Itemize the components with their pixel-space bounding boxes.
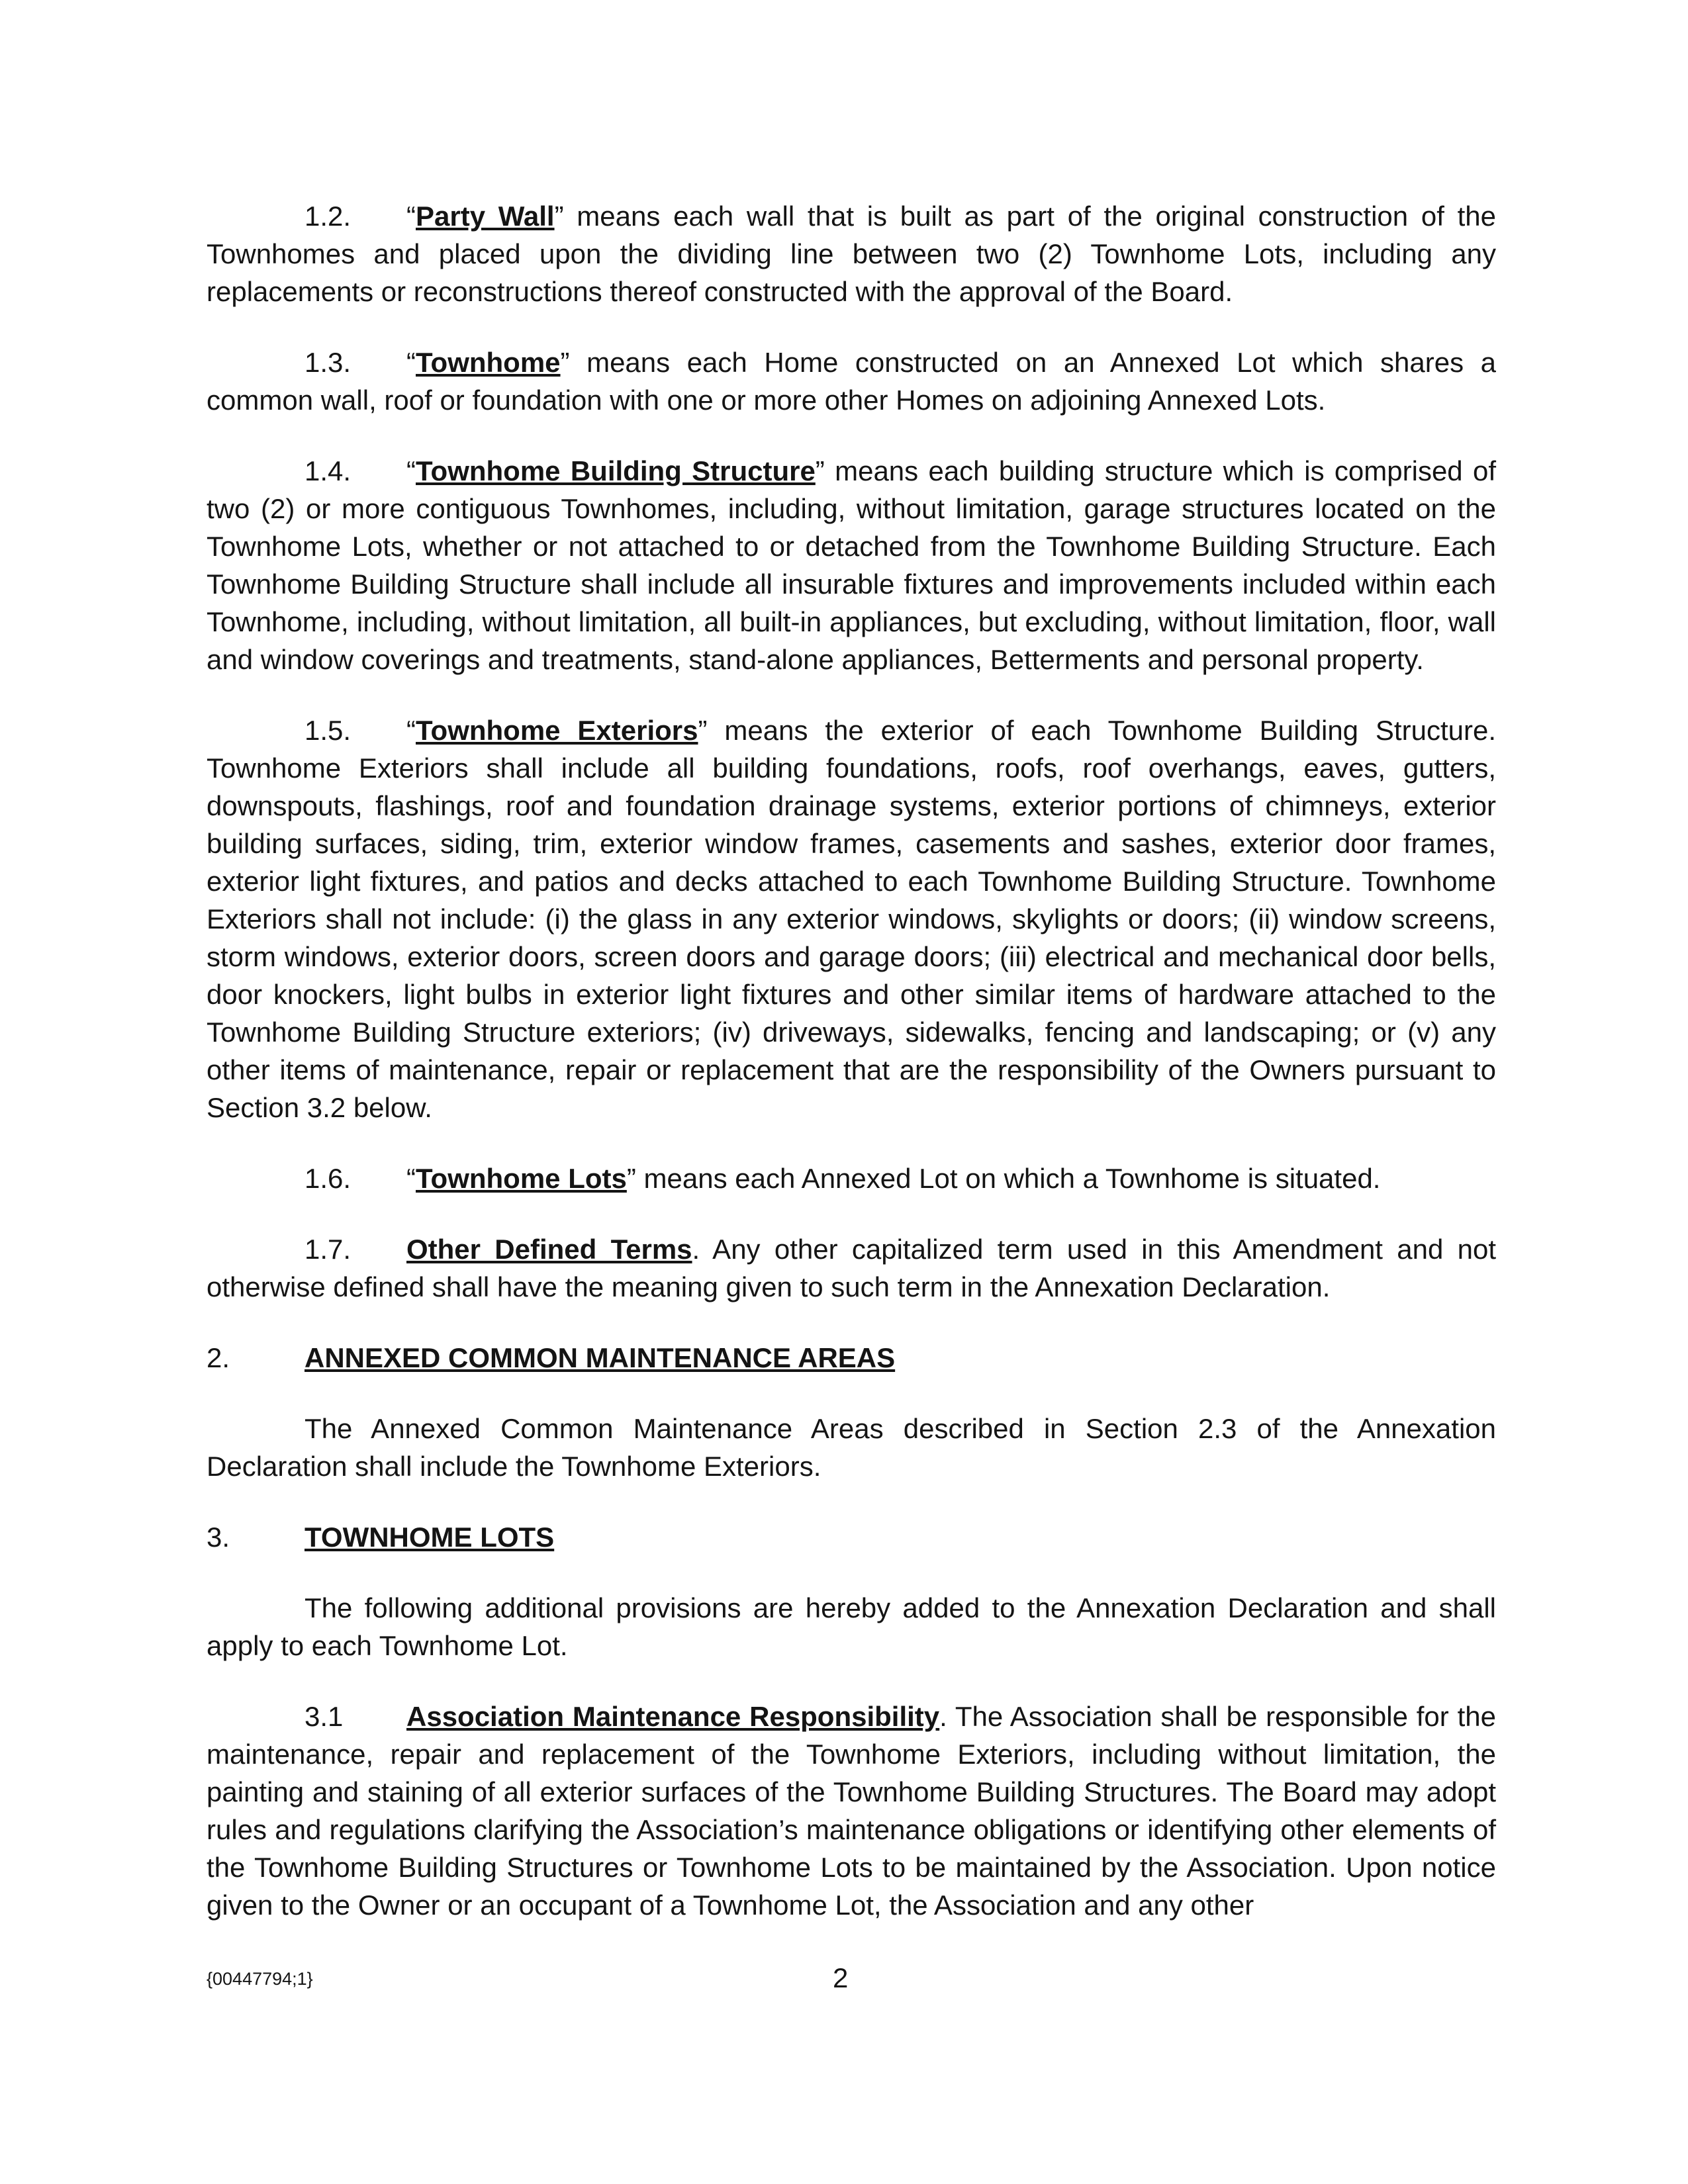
section-number: 1.2.: [305, 201, 352, 232]
open-quote: “: [406, 455, 416, 486]
article-title: ANNEXED COMMON MAINTENANCE AREAS: [305, 1342, 896, 1373]
defined-term: Townhome Building Structure: [416, 455, 816, 486]
section-1-7: [207, 1230, 1496, 1306]
open-quote: “: [406, 347, 416, 378]
defined-term: Party Wall: [416, 201, 555, 232]
section-number: 3.1: [305, 1701, 344, 1732]
section-heading: Other Defined Terms: [406, 1234, 692, 1265]
close-quote: ”: [626, 1163, 636, 1194]
close-quote: ”: [560, 347, 570, 378]
section-number: 1.5.: [305, 715, 352, 746]
defined-term: Townhome: [416, 347, 561, 378]
section-number: 1.4.: [305, 455, 352, 486]
article-number: 3.: [207, 1522, 230, 1553]
section-1-5: [207, 711, 1496, 1126]
section-text: means each Home constructed on an Annexed Lot which shares a common wall, roof or foundation with one or more other Homes on adjoining Annexed Lots.: [207, 347, 1496, 416]
section-number: 1.7.: [305, 1234, 352, 1265]
defined-term: Townhome Lots: [416, 1163, 627, 1194]
open-quote: “: [406, 201, 416, 232]
section-1-2: [207, 197, 1496, 310]
section-3-1: [207, 1698, 1496, 1924]
article-3-text: The following additional provisions are hereby added to the Annexation Declaration and shall apply to each Townhome Lot.: [207, 1592, 1496, 1661]
section-text: . Any other capitalized term used in this Amendment and not otherwise defined shall have the meaning given to such term in the Annexation Declaration.: [207, 1234, 1497, 1302]
article-2-text: The Annexed Common Maintenance Areas described in Section 2.3 of the Annexation Declaration shall include the Townhome Exteriors.: [207, 1413, 1496, 1482]
section-number: 1.6.: [305, 1163, 352, 1194]
section-number: 1.3.: [305, 347, 352, 378]
close-quote: ”: [554, 201, 564, 232]
section-text: . The Association shall be responsible for the maintenance, repair and replacement of the Townhome Exteriors, including without limitation, the painting and staining of all exterior surfaces of the Townhome Building Structures. The Board may adopt rules and regulations clarifying the Association’s maintenance obligations or identifying other elements of the Townhome Building Structures or Townhome Lots to be maintained by the Association. Upon notice given to the Owner or an occupant of a Townhome Lot, the Association and any other: [207, 1701, 1496, 1921]
open-quote: “: [406, 715, 416, 746]
section-text: means the exterior of each Townhome Building Structure. Townhome Exteriors shall include all building foundations, roofs, roof overhangs, eaves, gutters, downspouts, flashings, roof and foundation drainage systems, exterior portions of chimneys, exterior building surfaces, siding, trim, exterior window frames, casements and sashes, exterior door frames, exterior light fixtures, and patios and decks attached to each Townhome Building Structure. Townhome Exteriors shall not include: (i) the glass in any exterior windows, skylights or doors; (ii) window screens, storm windows, exterior doors, screen doors and garage doors; (iii) electrical and mechanical door bells, door knockers, light bulbs in exterior light fixtures and other similar items of hardware attached to the Townhome Building Structure exteriors; (iv) driveways, sidewalks, fencing and landscaping; or (v) any other items of maintenance, repair or replacement that are the responsibility of the Owners pursuant to Section 3.2 below.: [207, 715, 1496, 1123]
close-quote: ”: [815, 455, 825, 486]
section-1-4: [207, 452, 1496, 678]
document-page: [207, 197, 1496, 1957]
open-quote: “: [406, 1163, 416, 1194]
section-text: means each building structure which is comprised of two (2) or more contiguous Townhomes, including, without limitation, garage structures located on the Townhome Lots, whether or not attached to or detached from the Townhome Building Structure. Each Townhome Building Structure shall include all insurable fixtures and improvements included within each Townhome, including, without limitation, all built-in appliances, but excluding, without limitation, floor, wall and window coverings and treatments, stand-alone appliances, Betterments and personal property.: [207, 455, 1496, 675]
article-3-heading: [207, 1518, 1496, 1556]
section-text: means each Annexed Lot on which a Townhome is situated.: [635, 1163, 1381, 1194]
section-text: means each wall that is built as part of the original construction of the Townhomes and placed upon the dividing line between two (2) Townhome Lots, including any replacements or reconstructions thereof constructed with the approval of the Board.: [207, 201, 1496, 307]
article-title: TOWNHOME LOTS: [305, 1522, 555, 1553]
close-quote: ”: [698, 715, 708, 746]
section-1-3: [207, 343, 1496, 419]
article-2-heading: [207, 1339, 1496, 1377]
section-1-6: [207, 1160, 1496, 1197]
page-number: 2: [833, 1962, 849, 1993]
defined-term: Townhome Exteriors: [416, 715, 698, 746]
document-id: {00447794;1}: [207, 1969, 313, 1989]
article-number: 2.: [207, 1342, 230, 1373]
section-heading: Association Maintenance Responsibility: [406, 1701, 940, 1732]
